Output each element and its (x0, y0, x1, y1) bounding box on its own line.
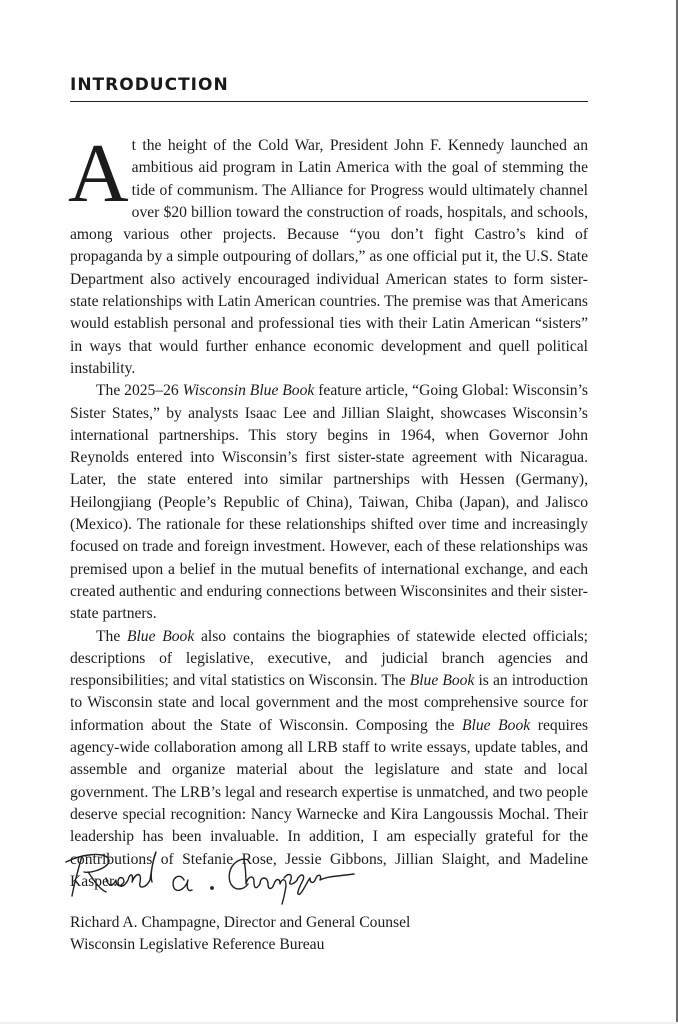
signature-block (70, 912, 410, 957)
signatory-organization: Wisconsin Legislative Reference Bureau (70, 936, 325, 954)
paragraph-1-text: t the height of the Cold War, President John F. Kennedy launched an ambitious aid program in Latin America with the goal of stemming the tide of communism. The Alliance for Progress would ultimately channel over $20 billion toward the construction of roads, hospitals, and schools, among various other projects. Because “you don’t fight Castro’s kind of propaganda by a simple outpouring of dollars,” as one official put it, the U.S. State Department also actively encouraged individual American states to form sister-state relationships with Latin American countries. The premise was that Americans would establish personal and professional ties with their Latin American “sisters” in ways that would further enhance economic development and quell political instability. (70, 137, 588, 377)
publication-title: Blue Book (461, 716, 531, 734)
paragraph-3-text-a: The (96, 627, 127, 645)
paragraph-2 (70, 380, 588, 625)
publication-title: Blue Book (409, 672, 475, 690)
paragraph-2-text-b: feature article, “Going Global: Wisconsin’s Sister States,” by analysts Isaac Lee and Jillian Slaight, showcases Wisconsin’s international partnerships. This story begins in 1964, when Governor John Reynolds entered into Wisconsin’s first sister-state agreement with Nicaragua. Later, the state entered into similar partnerships with Hessen (Germany), Heilongjiang (People’s Republic of China), Taiwan, Chiba (Japan), and Jalisco (Mexico). The rationale for these relationships shifted over time and increasingly focused on trade and foreign investment. However, each of these relationships was premised upon a belief in the mutual benefits of international exchange, and each created authentic and enduring connections between Wisconsinites and their sister-state partners. (70, 382, 589, 623)
paragraph-1 (68, 127, 588, 380)
section-heading: INTRODUCTION (70, 74, 588, 102)
drop-cap: A (68, 127, 129, 220)
paragraph-3-text-c: is an introduction to Wisconsin state and local government and the most comprehensive source for information about the State of Wisconsin. Composing the (70, 672, 588, 734)
paragraph-3-text-b: also contains the biographies of statewide elected officials; descriptions of legislative, executive, and judicial branch agencies and responsibilities; and vital statistics on Wisconsin. The (70, 627, 588, 690)
signatory-name-title: Richard A. Champagne, Director and General Counsel (70, 914, 411, 931)
paragraph-2-text-a: The 2025–26 (96, 382, 183, 400)
body-text (68, 127, 589, 893)
publication-title: Wisconsin Blue Book (182, 382, 315, 400)
document-page (70, 74, 588, 893)
signature-image (62, 848, 382, 908)
paragraph-3-text-d: requires agency-wide collaboration among all LRB staff to write essays, update tables, and assemble and organize material about the legislature and state and local government. The LRB’s legal and research expertise is unmatched, and two people deserve special recognition: Nancy Warnecke and Kira Langoussis Mochal. Their leadership has been invaluable. In addition, I am especially grateful for the contributions of Stefanie Rose, Jessie Gibbons, Jillian Slaight, and Madeline Kasper. (70, 716, 589, 890)
publication-title: Blue Book (126, 627, 195, 645)
